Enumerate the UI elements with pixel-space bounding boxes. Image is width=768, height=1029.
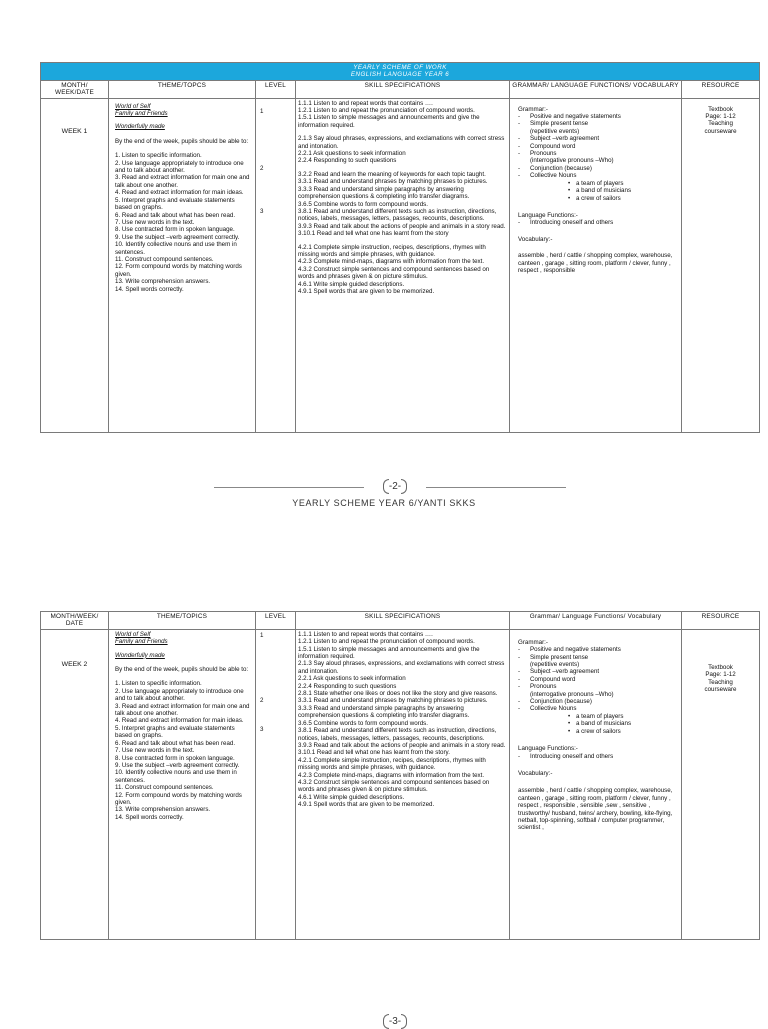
language-function-item: Introducing oneself and others xyxy=(530,752,614,760)
list-item: 7. Use new words in the text. xyxy=(115,218,195,226)
list-item xyxy=(518,172,679,179)
list-item xyxy=(518,180,679,187)
list-item xyxy=(518,219,679,226)
list-item: 5. Interpret graphs and evaluate statements based on graphs. xyxy=(115,196,235,212)
resource-cell xyxy=(682,98,760,432)
page-number xyxy=(365,1014,425,1029)
level-value: 1 xyxy=(260,631,264,639)
grammar-sub: (repetitive events) xyxy=(530,127,580,135)
col-header-theme: THEME/TOPICS xyxy=(109,612,256,630)
grammar-list xyxy=(518,646,679,735)
footer-rule-right xyxy=(426,487,566,488)
grammar-item: Compound word xyxy=(530,142,576,150)
page-number-text: -3- xyxy=(388,1016,402,1028)
resource-line: courseware xyxy=(704,127,737,135)
skill-item: 2.8.1 State whether one likes or does not like the story and give reasons. xyxy=(298,690,498,698)
grammar-item: Subject –verb agreement xyxy=(530,668,600,676)
vocabulary-heading: Vocabulary:- xyxy=(518,769,553,777)
skill-item: 1.1.1 Listen to and repeat words that contains …. xyxy=(298,99,433,107)
grammar-example: a crew of sailors xyxy=(576,727,621,735)
skill-item: 2.2.4 Responding to such questions xyxy=(298,157,397,165)
skill-item: 1.5.1 Listen to simple messages and announcements and give the information required. xyxy=(298,645,480,661)
list-item: 4. Read and extract information for main ideas. xyxy=(115,189,244,197)
scheme-table xyxy=(40,62,760,433)
table-row xyxy=(41,98,760,432)
theme-family: Family and Friends xyxy=(115,110,168,118)
skill-item: 4.2.1 Complete simple instruction, recipes, descriptions, rhymes with missing words and simple phrases, with guidance. xyxy=(298,243,486,258)
skill-item: 4.3.2 Construct simple sentences and compound sentences based on words and phrases given & on picture stimulus. xyxy=(298,265,490,281)
language-function-item: Introducing oneself and others xyxy=(530,219,614,227)
list-item xyxy=(518,698,679,705)
level-cell xyxy=(256,629,296,939)
skill-item: 2.2.1 Ask questions to seek information xyxy=(298,675,406,683)
resource-line: Textbook xyxy=(708,663,733,671)
skill-item: 3.8.1 Read and understand different texts such as instruction, directions, notices, labels, messages, letters, passages, recounts, descriptions. xyxy=(298,727,497,742)
skill-item: 2.2.1 Ask questions to seek information xyxy=(298,150,406,158)
resource-line: courseware xyxy=(704,686,737,694)
col-header-resource: RESOURCE xyxy=(682,80,760,98)
grammar-example: a team of players xyxy=(576,712,624,720)
list-item: 9. Use the subject –verb agreement correctly. xyxy=(115,761,240,769)
skills-cell xyxy=(296,98,510,432)
theme-cell xyxy=(109,629,256,939)
theme-world: World of Self xyxy=(115,630,151,638)
grammar-sub: (repetitive events) xyxy=(530,661,580,669)
skill-item: 3.2.2 Read and learn the meaning of keywords for each topic taught. xyxy=(298,170,486,178)
skill-item: 3.8.1 Read and understand different texts such as instruction, directions, notices, labels, messages, letters, passages, recounts, descriptions. xyxy=(298,207,497,223)
grammar-item: Simple present tense xyxy=(530,653,589,661)
list-item: 8. Use contracted form in spoken language. xyxy=(115,226,235,234)
list-item xyxy=(518,753,679,760)
list-item: 12. Form compound words by matching words given. xyxy=(115,791,242,806)
list-item: 4. Read and extract information for main ideas. xyxy=(115,717,244,725)
footer-title: YEARLY SCHEME YEAR 6/YANTI SKKS xyxy=(292,498,476,508)
col-header-resource: RESOURCE xyxy=(682,612,760,630)
list-item xyxy=(518,728,679,735)
col-header-level: LEVEL xyxy=(256,612,296,630)
grammar-item: Conjunction (because) xyxy=(530,698,592,706)
list-item xyxy=(518,120,679,127)
skill-item: 4.2.3 Complete mind-maps, diagrams with information from the text. xyxy=(298,771,485,779)
list-item: 2. Use language appropriately to introduce one and to talk about another. xyxy=(115,687,244,703)
list-item: 13. Write comprehension answers. xyxy=(115,806,211,814)
skill-item: 3.6.5 Combine words to form compound words. xyxy=(298,200,428,208)
skill-item: 4.2.3 Complete mind-maps, diagrams with information from the text. xyxy=(298,258,485,266)
vocabulary-heading: Vocabulary:- xyxy=(518,235,553,243)
skill-item: 2.2.4 Responding to such questions xyxy=(298,682,397,690)
skill-item: 3.6.5 Combine words to form compound words. xyxy=(298,719,428,727)
col-header-month: MONTH/ WEEK/DATE xyxy=(41,80,109,98)
skill-item: 4.3.2 Construct simple sentences and compound sentences based on words and phrases given & on picture stimulus. xyxy=(298,778,490,794)
skill-item: 1.2.1 Listen to and repeat the pronunciation of compound words. xyxy=(298,107,475,115)
skill-item: 3.3.3 Read and understand simple paragraphs by answering comprehension questions & completing info transfer diagrams. xyxy=(298,185,470,201)
language-functions-list xyxy=(518,753,679,760)
list-item: 14. Spell words correctly. xyxy=(115,285,184,293)
scheme-table xyxy=(40,611,760,940)
language-functions-heading: Language Functions:- xyxy=(518,745,578,753)
list-item xyxy=(518,165,679,172)
resource-cell xyxy=(682,629,760,939)
skill-item: 1.5.1 Listen to simple messages and announcements and give the information required. xyxy=(298,114,480,129)
skill-item: 3.3.3 Read and understand simple paragraphs by answering comprehension questions & completing info transfer diagrams. xyxy=(298,704,470,720)
grammar-cell xyxy=(510,98,682,432)
grammar-item: Subject –verb agreement xyxy=(530,135,600,143)
grammar-item: Positive and negative statements xyxy=(530,646,621,654)
grammar-list xyxy=(518,113,679,202)
list-item: 7. Use new words in the text. xyxy=(115,747,195,755)
bracket-right-icon xyxy=(401,1014,407,1029)
level-value: 1 xyxy=(260,107,264,115)
skill-item: 4.9.1 Spell words that are given to be memorized. xyxy=(298,801,435,809)
grammar-item: Positive and negative statements xyxy=(530,113,621,121)
resource-line: Textbook xyxy=(708,105,733,113)
list-item xyxy=(518,683,679,690)
list-item xyxy=(518,705,679,712)
theme-topic: Wonderfully made xyxy=(115,651,165,659)
col-header-theme: THEME/TOPCS xyxy=(109,80,256,98)
list-item: 13. Write comprehension answers. xyxy=(115,278,211,286)
theme-world: World of Self xyxy=(115,102,151,110)
page-number-text: -2- xyxy=(388,481,402,493)
list-item xyxy=(518,113,679,120)
list-item: 1. Listen to specific information. xyxy=(115,680,202,688)
list-item xyxy=(518,195,679,202)
level-value: 2 xyxy=(260,696,264,704)
skill-item: 4.2.1 Complete simple instruction, recipes, descriptions, rhymes with missing words and simple phrases, with guidance. xyxy=(298,756,486,772)
page-number xyxy=(365,479,425,494)
col-header-skills: SKILL SPECIFICATIONS xyxy=(296,612,510,630)
scheme-table-week-2 xyxy=(40,611,759,940)
skill-item: 3.9.3 Read and talk about the actions of people and animals in a story read. xyxy=(298,741,506,749)
resource-line: Teaching xyxy=(708,120,733,128)
col-header-month: MONTH/WEEK/ DATE xyxy=(41,612,109,630)
skill-item: 3.10.1 Read and tell what one has learnt from the story xyxy=(298,230,449,238)
grammar-heading: Grammar:- xyxy=(518,638,548,646)
week-cell xyxy=(41,98,109,432)
grammar-example: a band of musicians xyxy=(576,187,632,195)
list-item: 11. Construct compound sentences. xyxy=(115,255,214,263)
skill-item: 1.1.1 Listen to and repeat words that contains …. xyxy=(298,630,433,638)
col-header-grammar: Grammar/ Language Functions/ Vocabulary xyxy=(510,612,682,630)
skill-item: 4.6.1 Write simple guided descriptions. xyxy=(298,280,405,288)
grammar-item: Pronouns xyxy=(530,150,557,158)
list-item xyxy=(518,143,679,150)
grammar-sub: (interrogative pronouns –Who) xyxy=(530,690,614,698)
scheme-table-week-1 xyxy=(40,62,759,433)
list-item xyxy=(518,646,679,653)
list-item: 1. Listen to specific information. xyxy=(115,152,202,160)
list-item: 3. Read and extract information for main one and talk about one another. xyxy=(115,702,250,718)
skill-item: 3.3.1 Read and understand phrases by matching phrases to pictures. xyxy=(298,697,488,705)
grammar-example: a crew of sailors xyxy=(576,194,621,202)
col-header-level: LEVEL xyxy=(256,80,296,98)
vocabulary-text: assemble , herd / cattle / shopping complex, warehouse, canteen , garage , sitting room, platform / clever, funny , respect , responsible , sensible ,sew , sensitive , trustworthy/ husband, twins/ archery, bowling, kite-flying, netball, top-spinning, softball / computer programmer, scientist , xyxy=(518,787,673,832)
level-cell xyxy=(256,98,296,432)
col-header-grammar: GRAMMAR/ LANGUAGE FUNCTIONS/ VOCABULARY xyxy=(510,80,682,98)
list-item: 10. Identify collective nouns and use them in sentences. xyxy=(115,769,237,784)
theme-intro: By the end of the week, pupils should be able to: xyxy=(115,666,249,674)
list-item: 10. Identify collective nouns and use them in sentences. xyxy=(115,241,237,256)
grammar-item: Compound word xyxy=(530,675,576,683)
list-item xyxy=(518,668,679,675)
theme-topic: Wonderfully made xyxy=(115,123,165,131)
language-functions-heading: Language Functions:- xyxy=(518,211,578,219)
list-item xyxy=(518,150,679,157)
header-row xyxy=(41,80,760,98)
skill-item: 4.6.1 Write simple guided descriptions. xyxy=(298,793,405,801)
vocabulary-text: assemble , herd / cattle / shopping complex, warehouse, canteen , garage , sitting room, platform / clever, funny , respect , responsible xyxy=(518,252,673,274)
bracket-right-icon xyxy=(401,479,407,494)
list-item xyxy=(518,713,679,720)
week-label: WEEK 1 xyxy=(61,127,88,135)
skills-cell xyxy=(296,629,510,939)
resource-line: Page: 1-12 xyxy=(705,113,736,121)
skill-item: 3.9.3 Read and talk about the actions of people and animals in a story read. xyxy=(298,222,506,230)
language-functions-list xyxy=(518,219,679,226)
banner-title: YEARLY SCHEME OF WORK xyxy=(353,64,447,71)
banner xyxy=(41,63,760,81)
skill-item: 2.1.3 Say aloud phrases, expressions, and exclamations with correct stress and intonation. xyxy=(298,660,505,675)
skill-item: 2.1.3 Say aloud phrases, expressions, and exclamations with correct stress and intonation. xyxy=(298,135,505,150)
objectives-list xyxy=(115,152,253,293)
col-header-skills: SKILL SPECIFICATIONS xyxy=(296,80,510,98)
list-item: 3. Read and extract information for main one and talk about one another. xyxy=(115,174,250,189)
grammar-cell xyxy=(510,629,682,939)
grammar-example: a band of musicians xyxy=(576,720,632,728)
list-item: 8. Use contracted form in spoken language. xyxy=(115,754,235,762)
list-item: 2. Use language appropriately to introduce one and to talk about another. xyxy=(115,159,244,175)
grammar-sub: (interrogative pronouns –Who) xyxy=(530,157,614,165)
list-item: 9. Use the subject –verb agreement correctly. xyxy=(115,233,240,241)
grammar-item: Collective Nouns xyxy=(530,705,577,713)
level-value: 3 xyxy=(260,207,264,215)
header-row xyxy=(41,612,760,630)
list-item xyxy=(518,187,679,194)
list-item: 14. Spell words correctly. xyxy=(115,813,184,821)
footer-rule-left xyxy=(214,487,364,488)
list-item xyxy=(518,676,679,683)
list-item xyxy=(518,135,679,142)
theme-family: Family and Friends xyxy=(115,638,168,646)
list-item: 12. Form compound words by matching words given. xyxy=(115,263,242,278)
skill-item: 4.9.1 Spell words that are given to be memorized. xyxy=(298,287,435,295)
list-item xyxy=(518,720,679,727)
grammar-item: Simple present tense xyxy=(530,120,589,128)
level-value: 3 xyxy=(260,725,264,733)
list-item: 5. Interpret graphs and evaluate statements based on graphs. xyxy=(115,724,235,740)
resource-line: Teaching xyxy=(708,678,733,686)
week-cell xyxy=(41,629,109,939)
level-value: 2 xyxy=(260,164,264,172)
list-item: 6. Read and talk about what has been read. xyxy=(115,211,236,219)
resource-line: Page: 1-12 xyxy=(705,671,736,679)
theme-intro: By the end of the week, pupils should be able to: xyxy=(115,137,249,145)
list-item: 6. Read and talk about what has been read. xyxy=(115,739,236,747)
table-row xyxy=(41,629,760,939)
grammar-heading: Grammar:- xyxy=(518,105,548,113)
week-label: WEEK 2 xyxy=(61,660,88,668)
list-item: 11. Construct compound sentences. xyxy=(115,784,214,792)
objectives-list xyxy=(115,680,253,821)
grammar-item: Pronouns xyxy=(530,683,557,691)
banner-subtitle: ENGLISH LANGUAGE YEAR 6 xyxy=(350,71,450,79)
list-item xyxy=(518,654,679,661)
skill-item: 3.3.1 Read and understand phrases by matching phrases to pictures. xyxy=(298,178,488,186)
theme-cell xyxy=(109,98,256,432)
grammar-item: Conjunction (because) xyxy=(530,164,592,172)
grammar-example: a team of players xyxy=(576,179,624,187)
grammar-item: Collective Nouns xyxy=(530,172,577,180)
skill-item: 1.2.1 Listen to and repeat the pronunciation of compound words. xyxy=(298,638,475,646)
skill-item: 3.10.1 Read and tell what one has learnt from the story. xyxy=(298,749,450,757)
